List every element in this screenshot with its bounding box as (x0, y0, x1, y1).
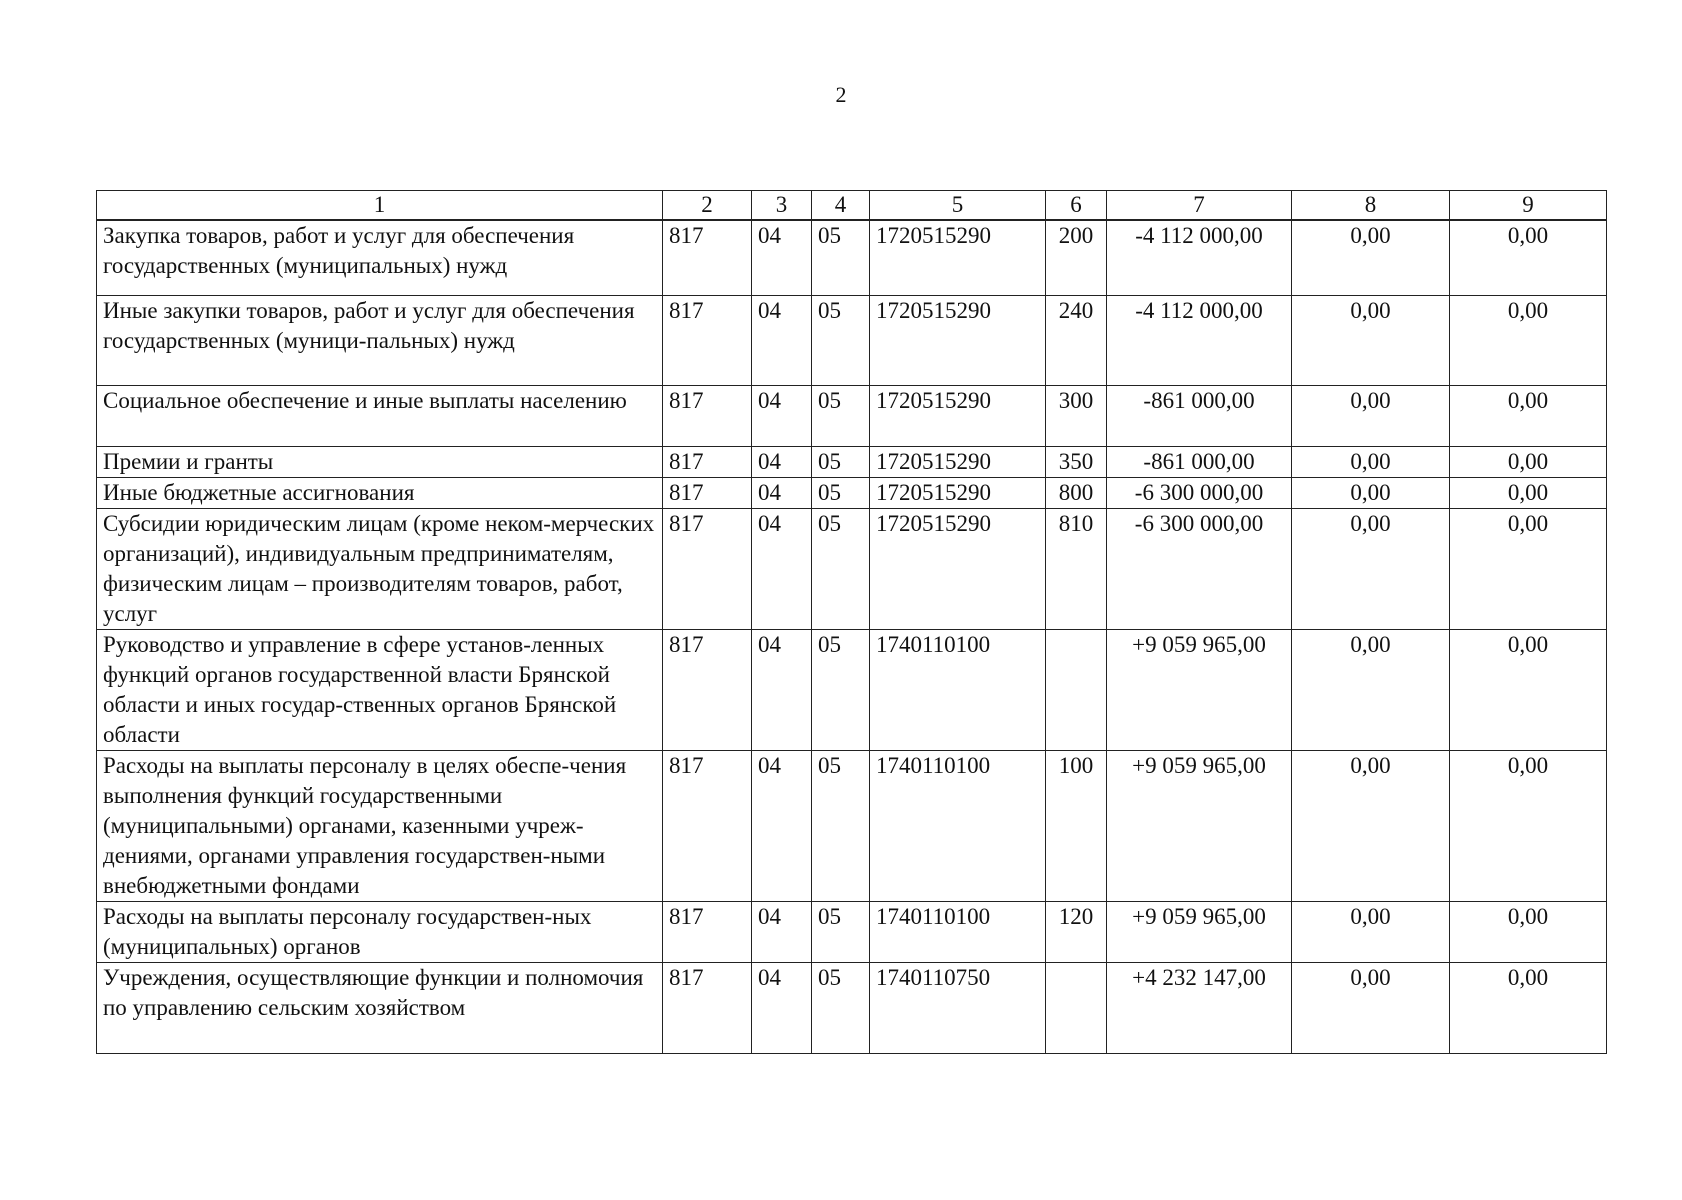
expense-type-code (1046, 629, 1107, 750)
header-col-5: 5 (870, 191, 1046, 221)
table-row (97, 508, 1607, 629)
section-code: 04 (752, 385, 812, 446)
subsection-code: 05 (812, 750, 870, 901)
expense-name: Иные закупки товаров, работ и услуг для обеспечения государственных (муници-пальных) нужд (97, 295, 663, 385)
expense-name: Закупка товаров, работ и услуг для обеспечения государственных (муниципальных) нужд (97, 220, 663, 295)
amount-col-9: 0,00 (1450, 901, 1607, 962)
amount-change: -861 000,00 (1107, 385, 1292, 446)
expense-name: Социальное обеспечение и иные выплаты населению (97, 385, 663, 446)
subsection-code: 05 (812, 220, 870, 295)
expense-type-code: 100 (1046, 750, 1107, 901)
expense-type-code: 350 (1046, 446, 1107, 477)
target-article-code: 1740110100 (870, 750, 1046, 901)
amount-change: -6 300 000,00 (1107, 508, 1292, 629)
table-row (97, 385, 1607, 446)
target-article-code: 1720515290 (870, 220, 1046, 295)
amount-col-9: 0,00 (1450, 295, 1607, 385)
ministry-code: 817 (663, 962, 752, 1053)
expense-name: Руководство и управление в сфере установ-ленных функций органов государственной власти Брянской области и иных государ-ственных органов Брянской области (97, 629, 663, 750)
ministry-code: 817 (663, 220, 752, 295)
subsection-code: 05 (812, 385, 870, 446)
subsection-code: 05 (812, 295, 870, 385)
ministry-code: 817 (663, 385, 752, 446)
section-code: 04 (752, 295, 812, 385)
header-col-7: 7 (1107, 191, 1292, 221)
amount-col-9: 0,00 (1450, 508, 1607, 629)
table-row (97, 477, 1607, 508)
amount-col-9: 0,00 (1450, 629, 1607, 750)
expense-name: Расходы на выплаты персоналу в целях обеспе-чения выполнения функций государственными (муниципальными) органами, казенными учреж-дениями, органами управления государствен-ными внебюджетными фондами (97, 750, 663, 901)
header-row (97, 191, 1607, 221)
table-row (97, 750, 1607, 901)
amount-change: +9 059 965,00 (1107, 629, 1292, 750)
amount-col-9: 0,00 (1450, 962, 1607, 1053)
expense-name: Премии и гранты (97, 446, 663, 477)
expense-type-code: 810 (1046, 508, 1107, 629)
subsection-code: 05 (812, 629, 870, 750)
amount-change: -4 112 000,00 (1107, 295, 1292, 385)
amount-col-8: 0,00 (1292, 629, 1450, 750)
ministry-code: 817 (663, 901, 752, 962)
section-code: 04 (752, 220, 812, 295)
header-col-6: 6 (1046, 191, 1107, 221)
amount-col-9: 0,00 (1450, 750, 1607, 901)
ministry-code: 817 (663, 508, 752, 629)
section-code: 04 (752, 901, 812, 962)
amount-col-9: 0,00 (1450, 446, 1607, 477)
target-article-code: 1720515290 (870, 508, 1046, 629)
amount-change: +9 059 965,00 (1107, 901, 1292, 962)
expense-name: Расходы на выплаты персоналу государствен-ных (муниципальных) органов (97, 901, 663, 962)
table-row (97, 629, 1607, 750)
section-code: 04 (752, 508, 812, 629)
amount-change: +4 232 147,00 (1107, 962, 1292, 1053)
amount-col-8: 0,00 (1292, 295, 1450, 385)
budget-table (96, 190, 1607, 1054)
section-code: 04 (752, 477, 812, 508)
amount-change: +9 059 965,00 (1107, 750, 1292, 901)
ministry-code: 817 (663, 295, 752, 385)
expense-name: Субсидии юридическим лицам (кроме неком-мерческих организаций), индивидуальным предпринимателям, физическим лицам – производителям товаров, работ, услуг (97, 508, 663, 629)
expense-name: Иные бюджетные ассигнования (97, 477, 663, 508)
expense-type-code (1046, 962, 1107, 1053)
amount-col-8: 0,00 (1292, 446, 1450, 477)
amount-change: -4 112 000,00 (1107, 220, 1292, 295)
target-article-code: 1720515290 (870, 477, 1046, 508)
amount-col-8: 0,00 (1292, 962, 1450, 1053)
table-row (97, 220, 1607, 295)
subsection-code: 05 (812, 508, 870, 629)
header-col-2: 2 (663, 191, 752, 221)
amount-col-9: 0,00 (1450, 477, 1607, 508)
amount-col-8: 0,00 (1292, 385, 1450, 446)
table-row (97, 962, 1607, 1053)
table-row (97, 446, 1607, 477)
amount-col-8: 0,00 (1292, 477, 1450, 508)
header-col-8: 8 (1292, 191, 1450, 221)
subsection-code: 05 (812, 446, 870, 477)
header-col-3: 3 (752, 191, 812, 221)
subsection-code: 05 (812, 962, 870, 1053)
expense-name: Учреждения, осуществляющие функции и полномочия по управлению сельским хозяйством (97, 962, 663, 1053)
target-article-code: 1740110100 (870, 901, 1046, 962)
amount-col-8: 0,00 (1292, 508, 1450, 629)
ministry-code: 817 (663, 629, 752, 750)
expense-type-code: 240 (1046, 295, 1107, 385)
amount-col-8: 0,00 (1292, 220, 1450, 295)
target-article-code: 1740110100 (870, 629, 1046, 750)
amount-change: -861 000,00 (1107, 446, 1292, 477)
section-code: 04 (752, 750, 812, 901)
page-number: 2 (835, 82, 847, 107)
section-code: 04 (752, 446, 812, 477)
expense-type-code: 120 (1046, 901, 1107, 962)
expense-type-code: 300 (1046, 385, 1107, 446)
table-row (97, 901, 1607, 962)
header-col-9: 9 (1450, 191, 1607, 221)
header-col-1: 1 (97, 191, 663, 221)
amount-col-8: 0,00 (1292, 750, 1450, 901)
section-code: 04 (752, 962, 812, 1053)
ministry-code: 817 (663, 477, 752, 508)
section-code: 04 (752, 629, 812, 750)
ministry-code: 817 (663, 446, 752, 477)
expense-type-code: 800 (1046, 477, 1107, 508)
subsection-code: 05 (812, 901, 870, 962)
target-article-code: 1740110750 (870, 962, 1046, 1053)
header-col-4: 4 (812, 191, 870, 221)
subsection-code: 05 (812, 477, 870, 508)
target-article-code: 1720515290 (870, 295, 1046, 385)
target-article-code: 1720515290 (870, 385, 1046, 446)
amount-col-9: 0,00 (1450, 220, 1607, 295)
amount-change: -6 300 000,00 (1107, 477, 1292, 508)
table-row (97, 295, 1607, 385)
amount-col-9: 0,00 (1450, 385, 1607, 446)
expense-type-code: 200 (1046, 220, 1107, 295)
ministry-code: 817 (663, 750, 752, 901)
amount-col-8: 0,00 (1292, 901, 1450, 962)
target-article-code: 1720515290 (870, 446, 1046, 477)
